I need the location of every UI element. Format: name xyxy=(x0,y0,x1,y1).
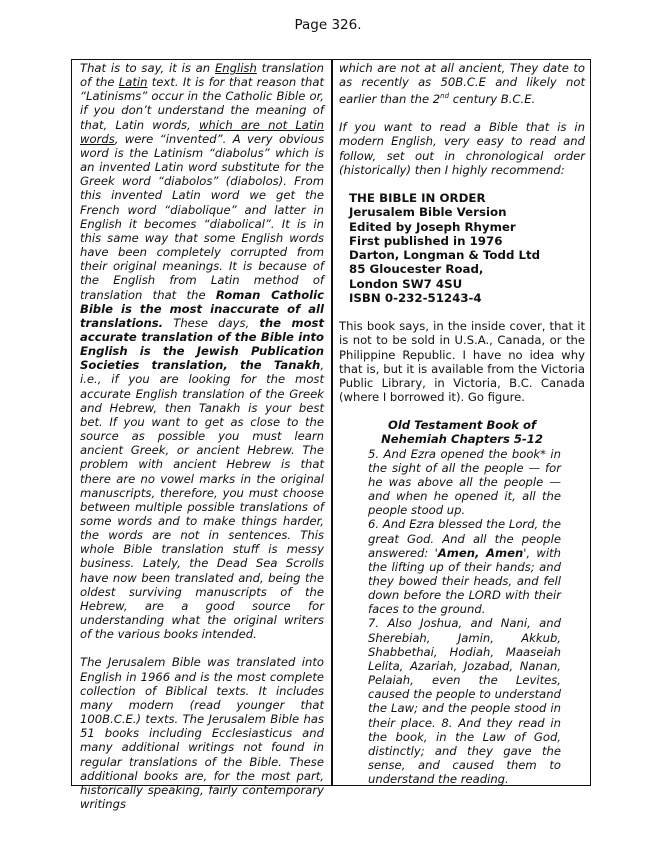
book-published: First published in 1976 xyxy=(349,233,503,248)
right-paragraph-1 xyxy=(339,61,585,106)
verse-7-8: 7. Also Joshua, and Nani, and Sherebiah, Jamin, Akkub, Shabbethai, Hodiah, Maaseiah Lelita, Azariah, Jozabad, Nanan, Pelaiah, even the Levites, caused the people to understand the Law; and the people stood in their place. 8. And they read in the book, in the Law of God, distinctly; and they gave the sense, and caused them to understand the reading. xyxy=(368,616,561,787)
bold-amen: Amen, Amen xyxy=(437,545,524,560)
bold-statement-tanakh: the most accurate translation of the Bible into English is the Jewish Publication Societies translation, the Tanakh xyxy=(80,315,325,373)
text-run: text. It is for that reason that “Latinisms” occur in the Catholic Bible or, if you don’t understand the meaning of that, Latin words, xyxy=(80,75,324,132)
underlined-phrase: which are not Latin words xyxy=(80,117,324,146)
paragraph-gap xyxy=(339,177,585,191)
left-paragraph-2: The Jerusalem Bible was translated into English in 1966 and is the most complete collection of Biblical texts. It includes many modern (read younger that 100B.C.E.) texts. The Jerusalem Bible has 51 books including Ecclesiasticus and many additional writings not found in regular translations of the Bible. These additional books are, for the most part, historically speaking, fairly contemporary writings xyxy=(80,655,324,811)
right-column xyxy=(339,61,585,786)
text-run: , were “invented”. A very obvious word is the Latinism “diabolus” which is an invented Latin word substitute for the Greek word “diabolos” (diabolos). From this invented Latin word we get the French word “diabolique” and latter in English it becomes “diabolical”. It is in this same way that some English words have been completely corrupted from their original meanings. It is because of the English from Latin method of translation that the xyxy=(80,131,324,302)
text-run: That is to say, it is an xyxy=(80,61,215,75)
underlined-latin: Latin xyxy=(118,75,148,90)
paragraph-gap xyxy=(80,641,324,655)
superscript: nd xyxy=(440,92,450,101)
text-run: , i.e., if you are looking for the most accurate English translation of the Greek and Hebrew, then Tanakh is your best bet. If you want to get as close to the source as possible you must learn ancient Greek, or ancient Hebrew. The problem with ancient Hebrew is that there are no vowel marks in the original manuscripts, therefore, you must choose between multiple possible translations of some words and to make things harder, the words are not in sentences. This whole Bible translation stuff is messy business. Lately, the Dead Sea Scrolls have now been translated and, being the oldest surviving manuscripts of the Hebrew, are a good source for understanding what the original writers of the various books intended. xyxy=(80,358,324,642)
text-run: ', with the lifting up of their hands; and they bowed their heads, and fell down before the LORD with their faces to the ground. xyxy=(368,545,561,617)
scripture-heading-line-1: Old Testament Book of xyxy=(387,418,536,433)
scripture-heading-line-2: Nehemiah Chapters 5-12 xyxy=(381,432,543,447)
book-publisher: Darton, Longman & Todd Ltd xyxy=(349,248,541,263)
paragraph-gap xyxy=(339,106,585,120)
right-paragraph-2: If you want to read a Bible that is in modern English, very easy to read and follow, set out in chronological order (historically) then I highly recommend: xyxy=(339,120,585,177)
text-run: century B.C.E. xyxy=(449,92,536,107)
book-address-2: London SW7 4SU xyxy=(349,276,463,291)
book-editor: Edited by Joseph Rhymer xyxy=(349,219,516,234)
column-divider xyxy=(331,59,333,786)
bold-statement-catholic: Roman Catholic Bible is the most inaccurate of all translations. xyxy=(80,287,324,330)
page-number: Page 326. xyxy=(294,17,362,33)
right-paragraph-3: This book says, in the inside cover, that it is not to be sold in U.S.A., Canada, or the Philippine Republic. I have no idea why that is, but it is available from the Victoria Public Library, in Victoria, B.C. Canada (where I borrowed it). Go figure. xyxy=(339,319,585,405)
text-run: translation of the xyxy=(80,61,324,90)
scripture-verses xyxy=(368,447,561,787)
text-run: which are not at all ancient, They date to as recently as 50B.C.E and likely not earlier than the 2 xyxy=(339,61,585,107)
book-address-1: 85 Gloucester Road, xyxy=(349,262,484,277)
paragraph-gap xyxy=(339,305,585,319)
book-version: Jerusalem Bible Version xyxy=(349,205,507,220)
underlined-english: English xyxy=(214,61,257,75)
verse-6 xyxy=(368,517,561,616)
left-paragraph-1 xyxy=(80,61,324,641)
text-run: These days, xyxy=(163,315,260,330)
paragraph-gap xyxy=(339,404,585,418)
book-citation xyxy=(349,191,585,305)
verse-5: 5. And Ezra opened the book* in the sight of all the people — for he was above all the people — and when he opened it, all the people stood up. xyxy=(368,446,561,518)
book-title: THE BIBLE IN ORDER xyxy=(349,190,486,205)
book-isbn: ISBN 0-232-51243-4 xyxy=(349,291,482,306)
left-column xyxy=(80,61,324,811)
text-run: 6. And Ezra blessed the Lord, the great God. And all the people answered: ' xyxy=(368,517,561,560)
